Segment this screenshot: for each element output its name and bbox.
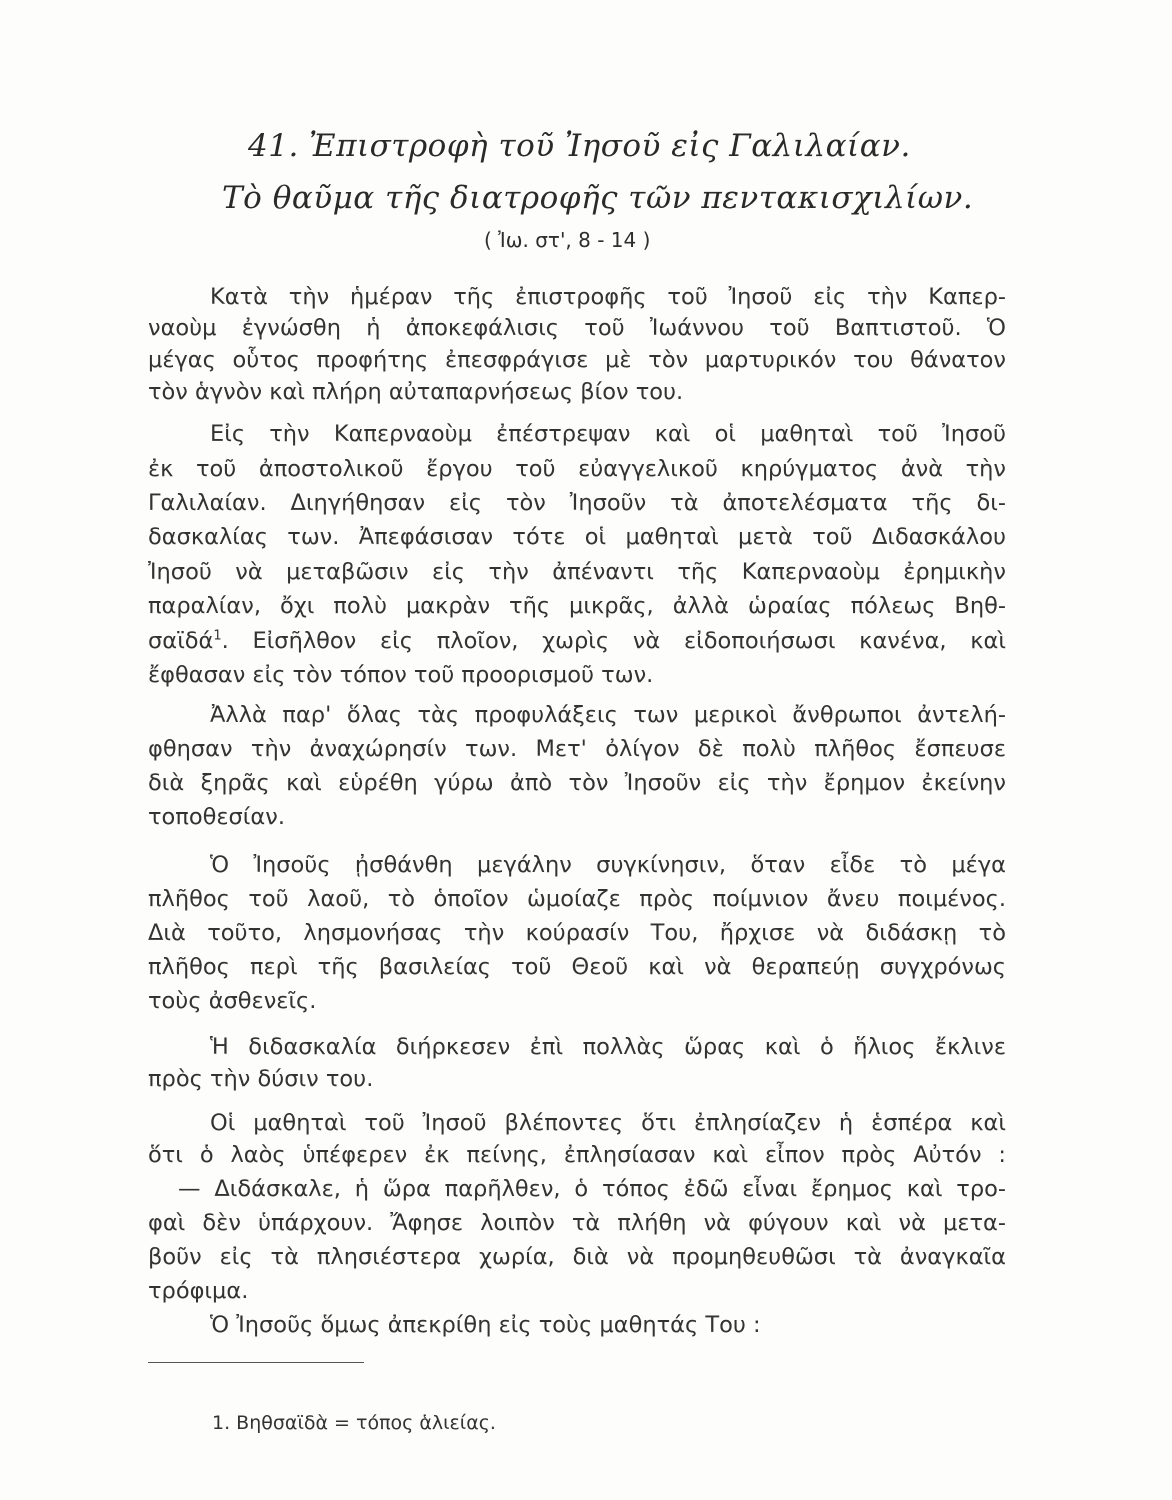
text-line: ἐκ τοῦ ἀποστολικοῦ ἔργου τοῦ εὐαγγελικοῦ κηρύγματος ἀνὰ τὴν bbox=[148, 456, 1006, 482]
footnote-marker: 1 bbox=[213, 628, 222, 644]
text-line: Εἰς τὴν Καπερναοὺμ ἐπέστρεψαν καὶ οἱ μαθηταὶ τοῦ Ἰησοῦ bbox=[210, 421, 1006, 447]
footnote-divider bbox=[148, 1362, 364, 1363]
text-line: βοῦν εἰς τὰ πλησιέστερα χωρία, διὰ νὰ προμηθευθῶσι τὰ ἀναγκαῖα bbox=[148, 1244, 1006, 1270]
text-line: τὸν ἁγνὸν καὶ πλήρη αὐταπαρνήσεως βίον του. bbox=[148, 379, 684, 405]
text-line: ναοὺμ ἐγνώσθη ἡ ἀποκεφάλισις τοῦ Ἰωάννου τοῦ Βαπτιστοῦ. Ὁ bbox=[148, 315, 1006, 341]
text-line: δασκαλίας των. Ἀπεφάσισαν τότε οἱ μαθηταὶ μετὰ τοῦ Διδασκάλου bbox=[148, 524, 1006, 550]
text-line: διὰ ξηρᾶς καὶ εὑρέθη γύρω ἀπὸ τὸν Ἰησοῦν εἰς τὴν ἔρημον ἐκείνην bbox=[148, 770, 1006, 796]
text-line: Οἱ μαθηταὶ τοῦ Ἰησοῦ βλέποντες ὅτι ἐπλησίαζεν ἡ ἑσπέρα καὶ bbox=[210, 1110, 1006, 1136]
text-line: Ἀλλὰ παρ' ὅλας τὰς προφυλάξεις των μερικοὶ ἄνθρωποι ἀντελή- bbox=[210, 702, 1006, 728]
text-line: παραλίαν, ὄχι πολὺ μακρὰν τῆς μικρᾶς, ἀλλὰ ὡραίας πόλεως Βηθ- bbox=[148, 593, 1006, 619]
text-line: φθησαν τὴν ἀναχώρησίν των. Μετ' ὀλίγον δὲ πολὺ πλῆθος ἔσπευσε bbox=[148, 736, 1006, 762]
text-line: Ἡ διδασκαλία διήρκεσεν ἐπὶ πολλὰς ὥρας καὶ ὁ ἥλιος ἔκλινε bbox=[210, 1034, 1006, 1060]
text-fragment: σαϊδά bbox=[148, 628, 214, 654]
footnote: 1. Βηθσαϊδὰ = τόπος ἁλιείας. bbox=[212, 1412, 496, 1434]
text-line: φαὶ δὲν ὑπάρχουν. Ἄφησε λοιπὸν τὰ πλήθη νὰ φύγουν καὶ νὰ μετα- bbox=[148, 1210, 1006, 1236]
text-line bbox=[148, 624, 1006, 658]
text-line: Ὁ Ἰησοῦς ᾐσθάνθη μεγάλην συγκίνησιν, ὅταν εἶδε τὸ μέγα bbox=[210, 852, 1006, 878]
text-line: ἔφθασαν εἰς τὸν τόπον τοῦ προορισμοῦ των. bbox=[148, 662, 654, 688]
text-line: τρόφιμα. bbox=[148, 1278, 249, 1304]
text-line: Διὰ τοῦτο, λησμονήσας τὴν κούρασίν Του, ἤρχισε νὰ διδάσκῃ τὸ bbox=[148, 920, 1006, 946]
text-line: πλῆθος τοῦ λαοῦ, τὸ ὁποῖον ὡμοίαζε πρὸς ποίμνιον ἄνευ ποιμένος. bbox=[148, 886, 1006, 912]
text-line: Γαλιλαίαν. Διηγήθησαν εἰς τὸν Ἰησοῦν τὰ ἀποτελέσματα τῆς δι- bbox=[148, 490, 1006, 516]
text-line: μέγας οὗτος προφήτης ἐπεσφράγισε μὲ τὸν μαρτυρικόν του θάνατον bbox=[148, 347, 1006, 373]
text-line: Κατὰ τὴν ἡμέραν τῆς ἐπιστροφῆς τοῦ Ἰησοῦ εἰς τὴν Καπερ- bbox=[210, 284, 1006, 310]
text-line: πρὸς τὴν δύσιν του. bbox=[148, 1066, 374, 1092]
text-line: Ὁ Ἰησοῦς ὅμως ἀπεκρίθη εἰς τοὺς μαθητάς Του : bbox=[210, 1312, 761, 1338]
text-line: — Διδάσκαλε, ἡ ὥρα παρῆλθεν, ὁ τόπος ἐδῶ εἶναι ἔρημος καὶ τρο- bbox=[178, 1176, 1006, 1202]
text-line: Ἰησοῦ νὰ μεταβῶσιν εἰς τὴν ἀπέναντι τῆς Καπερναοὺμ ἐρημικὴν bbox=[148, 559, 1006, 585]
chapter-subtitle: Τὸ θαῦμα τῆς διατροφῆς τῶν πεντακισχιλίων. bbox=[222, 180, 974, 216]
scripture-reference: ( Ἰω. στ', 8 - 14 ) bbox=[484, 228, 651, 252]
text-line: ὅτι ὁ λαὸς ὑπέφερεν ἐκ πείνης, ἐπλησίασαν καὶ εἶπον πρὸς Αὐτόν : bbox=[148, 1142, 1006, 1168]
chapter-title: 41. Ἐπιστροφὴ τοῦ Ἰησοῦ εἰς Γαλιλαίαν. bbox=[248, 128, 911, 164]
text-fragment: . Εἰσῆλθον εἰς πλοῖον, χωρὶς νὰ εἰδοποιήσωσι κανένα, καὶ bbox=[221, 628, 1006, 654]
text-line: τοποθεσίαν. bbox=[148, 804, 285, 830]
text-line: πλῆθος περὶ τῆς βασιλείας τοῦ Θεοῦ καὶ νὰ θεραπεύῃ συγχρόνως bbox=[148, 954, 1006, 980]
text-line: τοὺς ἀσθενεῖς. bbox=[148, 988, 317, 1014]
